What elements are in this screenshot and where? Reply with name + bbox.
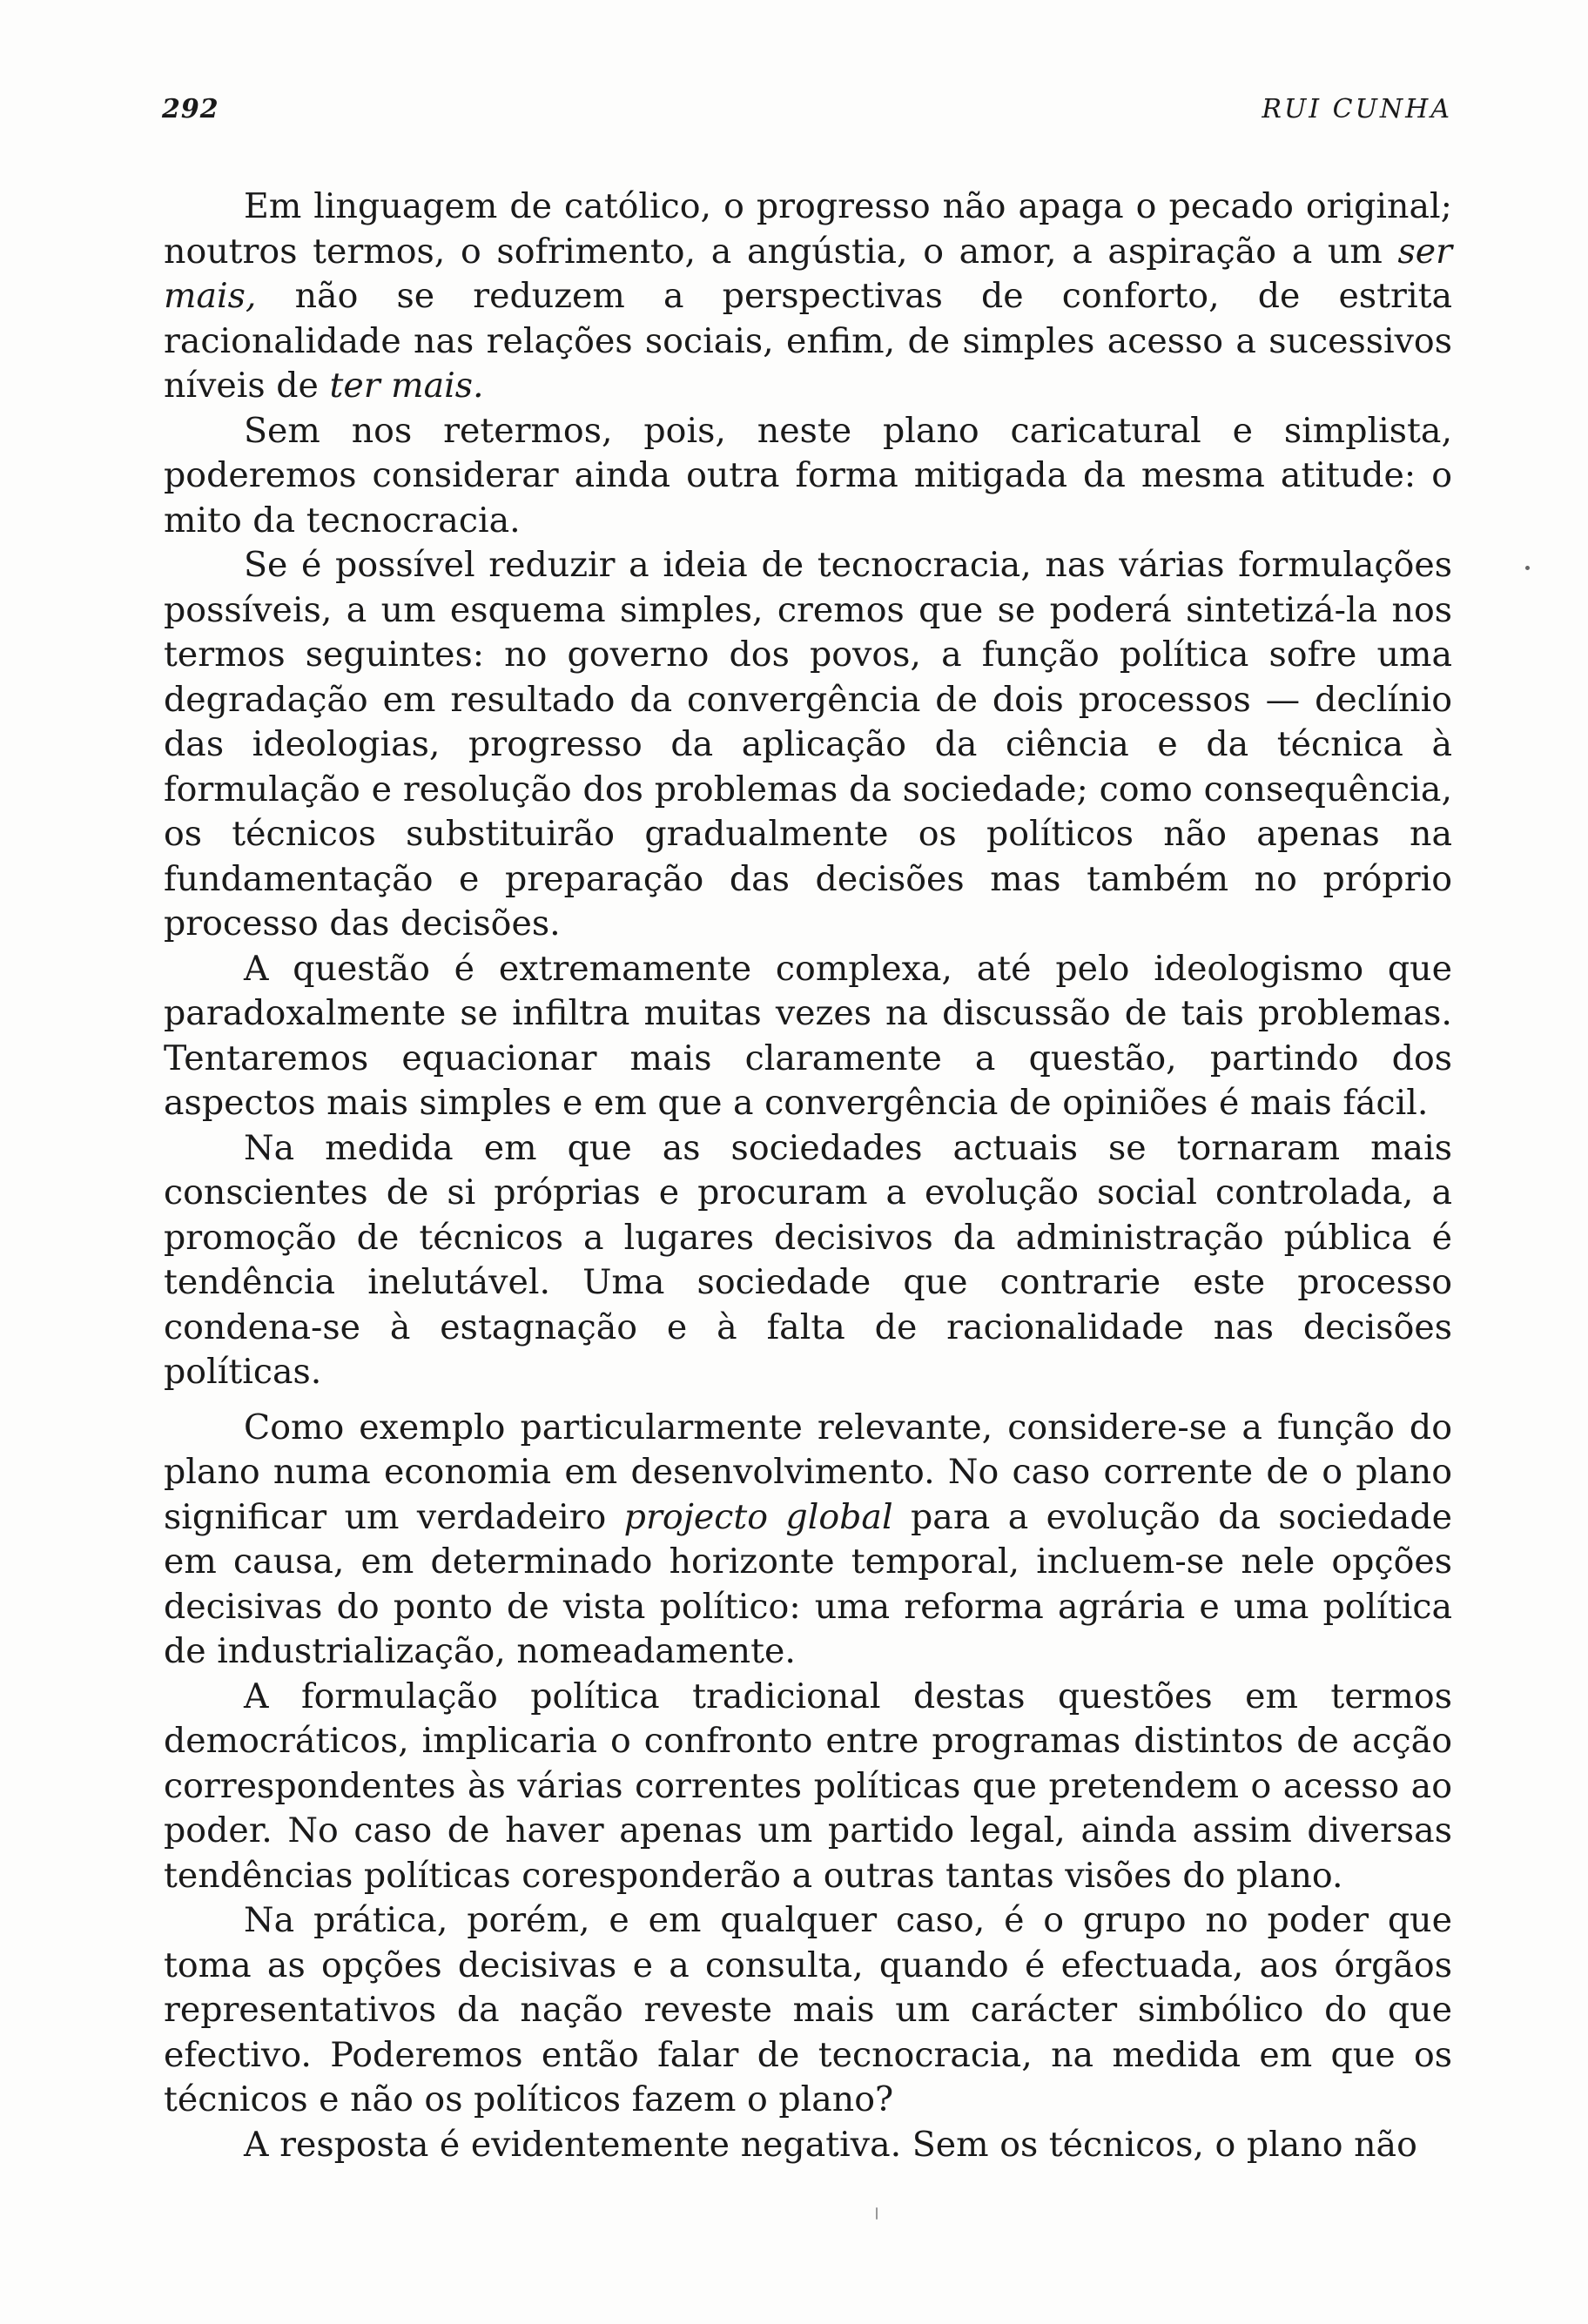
running-title: RUI CUNHA xyxy=(1262,94,1452,124)
paragraph xyxy=(164,1126,1452,1395)
text-run: Como exemplo particularmente relevante, considere-se a função do plano numa economia em desenvolvimento. No caso corrente de o plano significar um verdadeiro xyxy=(164,1407,1452,1537)
text-run: A resposta é evidentemente negativa. Sem os técnicos, o plano não xyxy=(244,2124,1417,2165)
italic-text: projecto global xyxy=(623,1496,893,1537)
text-run: Na prática, porém, e em qualquer caso, é o grupo no poder que toma as opções decisivas e a consulta, quando é efectuada, aos órgãos representativos da nação reveste mais um carácter simbólico do que efectivo. Poderemos então falar de tecnocracia, na medida em que os técnicos e não os políticos fazem o plano? xyxy=(164,1900,1452,2119)
paragraph xyxy=(164,409,1452,544)
text-run: Na medida em que as sociedades actuais se tornaram mais conscientes de si próprias e procuram a evolução social controlada, a promoção de técnicos a lugares decisivos da administração pública é tendência inelutável. Uma sociedade que contrarie este processo condena-se à estagnação e à falta de racionalidade nas decisões políticas. xyxy=(164,1127,1452,1392)
running-head xyxy=(162,94,1452,129)
text-run: não se reduzem a perspectivas de conforto, de estrita racionalidade nas relações sociais, enfim, de simples acesso a sucessivos níveis de xyxy=(164,276,1452,406)
paragraph xyxy=(164,2123,1452,2168)
italic-text: ser mais, xyxy=(164,231,1452,316)
margin-speck xyxy=(1525,566,1530,570)
page-number: 292 xyxy=(162,94,219,124)
paragraph xyxy=(164,947,1452,1126)
text-run: A formulação política tradicional destas questões em termos democráticos, implicaria o confronto entre programas distintos de acção correspondentes às várias correntes políticas que pretendem o acesso ao poder. No caso de haver apenas um partido legal, ainda assim diversas tendências políticas coresponderão a outras tantas visões do plano. xyxy=(164,1676,1452,1896)
paragraph xyxy=(164,1898,1452,2123)
italic-text: ter mais. xyxy=(329,366,484,406)
text-run: para a evolução da sociedade em causa, em determinado horizonte temporal, incluem-se nele opções decisivas do ponto de vista político: uma reforma agrária e uma política de industrialização, nomeadamente. xyxy=(164,1496,1453,1671)
text-run: A questão é extremamente complexa, até pelo ideologismo que paradoxalmente se infiltra muitas vezes na discussão de tais problemas. Tentaremos equacionar mais claramente a questão, partindo dos aspectos mais simples e em que a convergência de opiniões é mais fácil. xyxy=(164,948,1452,1123)
paragraph xyxy=(164,1675,1452,1899)
margin-speck xyxy=(876,2207,878,2220)
paragraph xyxy=(164,185,1452,409)
text-run: Em linguagem de católico, o progresso não apaga o pecado original; noutros termos, o sofrimento, a angústia, o amor, a aspiração a um xyxy=(164,186,1452,272)
text-run: Se é possível reduzir a ideia de tecnocracia, nas várias formulações possíveis, a um esquema simples, cremos que se poderá sintetizá-la nos termos seguintes: no governo dos povos, a função política sofre uma degradação em resultado da convergência de dois processos — declínio das ideologias, progresso da aplicação da ciência e da técnica à formulação e resolução dos problemas da sociedade; como consequência, os técnicos substituirão gradualmente os políticos não apenas na fundamentação e preparação das decisões mas também no próprio processo das decisões. xyxy=(164,545,1452,944)
text-run: Sem nos retermos, pois, neste plano caricatural e simplista, poderemos considerar ainda outra forma mitigada da mesma atitude: o mito da tecnocracia. xyxy=(164,410,1452,541)
body-text xyxy=(164,185,1452,2167)
paragraph xyxy=(164,1406,1452,1675)
paragraph xyxy=(164,543,1452,947)
